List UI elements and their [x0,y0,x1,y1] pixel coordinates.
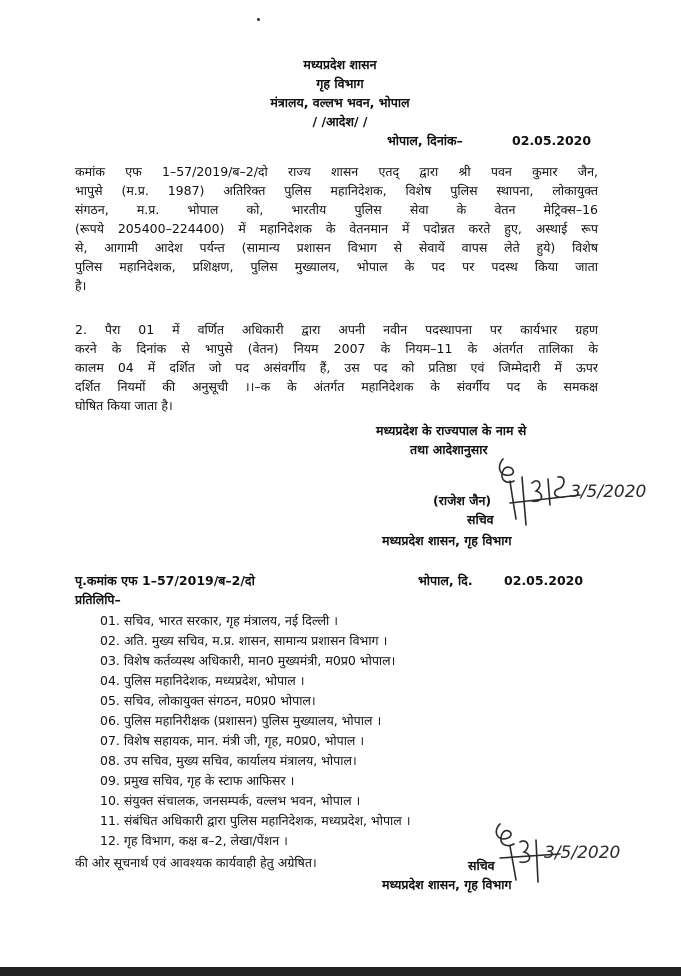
recipient-item: 10. संयुक्त संचालक, जनसम्पर्क, वल्लभ भवन, भोपाल । [100,793,361,808]
para1-line: संगठन, म.प्र. भोपाल को, भारतीय पुलिस सेवा के वेतन मेट्रिक्स–16 [75,202,598,217]
endorsement-ref: पृ.कमांक एफ 1–57/2019/ब–2/दो [75,573,255,588]
signatory2-department: मध्यप्रदेश शासन, गृह विभाग [382,877,512,892]
recipient-item: 04. पुलिस महानिदेशक, मध्यप्रदेश, भोपाल । [100,673,305,688]
recipient-item: 01. सचिव, भारत सरकार, गृह मंत्रालय, नई दिल्ली । [100,613,338,628]
signatory2-designation: सचिव [468,858,495,873]
header-department: गृह विभाग [316,76,364,91]
endorsement-place-label: भोपाल, दि. [418,573,473,588]
copy-to-label: प्रतिलिपि– [75,592,121,607]
header-order-title: / /आदेश/ / [312,114,368,129]
para1-line: भापुसे (म.प्र. 1987) अतिरिक्त पुलिस महानिदेशक, विशेष पुलिस स्थापना, लोकायुक्त [75,183,598,198]
endorsement-date: 02.05.2020 [504,573,584,588]
para2-line: कालम 04 में दर्शित जो पद असंवर्गीय हैं, उस पद को प्रतिष्ठा एवं जिम्मेदारी में ऊपर [75,360,598,375]
para1-line: है। [75,278,87,293]
recipient-item: 02. अति. मुख्य सचिव, म.प्र. शासन, सामान्य प्रशासन विभाग । [100,633,388,648]
para2-line: 2. पैरा 01 में वर्णित अधिकारी द्वारा अपनी नवीन पदस्थापना पर कार्यभार ग्रहण [75,322,598,337]
recipient-item: 11. संबंधित अधिकारी द्वारा पुलिस महानिदेशक, मध्यप्रदेश, भोपाल । [100,813,411,828]
recipient-item: 05. सचिव, लोकायुक्त संगठन, म0प्र0 भोपाल। [100,693,316,708]
para2-line: घोषित किया जाता है। [75,398,173,413]
signatory1-designation: सचिव [467,512,494,527]
signatory1-department: मध्यप्रदेश शासन, गृह विभाग [382,533,512,548]
signature-1-date: 3/5/2020 [570,482,647,502]
place-date-label: भोपाल, दिनांक– [387,133,463,148]
signature-2-date: 3/5/2020 [544,843,621,863]
recipient-item: 06. पुलिस महानिरीक्षक (प्रशासन) पुलिस मुख्यालय, भोपाल । [100,713,382,728]
header-government: मध्यप्रदेश शासन [303,57,377,72]
recipient-item: 03. विशेष कर्तव्यस्थ अधिकारी, मान0 मुख्यमंत्री, म0प्र0 भोपाल। [100,653,396,668]
signatory1-name: (राजेश जैन) [433,493,492,508]
header-address: मंत्रालय, वल्लभ भवन, भोपाल [270,95,410,110]
para2-line: करने के दिनांक से भापुसे (वेतन) नियम 2007 के नियम–11 के अंतर्गत तालिका के [75,341,598,356]
para2-line: दर्शित नियमों की अनुसूची ।।–क के अंतर्गत महानिदेशक के संवर्गीय पद के समकक्ष [75,379,598,394]
recipient-item: 12. गृह विभाग, कक्ष ब–2, लेखा/पेंशन । [100,833,288,848]
scan-speck [257,18,260,21]
closing-line: की ओर सूचनार्थ एवं आवश्यक कार्यवाही हेतु अग्रेषित। [75,855,317,870]
recipient-item: 09. प्रमुख सचिव, गृह के स्टाफ आफिसर । [100,773,295,788]
para1-line: से, आगामी आदेश पर्यन्त (सामान्य प्रशासन विभाग से सेवायें वापस लेते हुये) विशेष [75,240,598,255]
para1-line: कमांक एफ 1–57/2019/ब–2/दो राज्य शासन एतद् द्वारा श्री पवन कुमार जैन, [75,164,598,179]
para1-line: (रूपये 205400–224400) में महानिदेशक के वेतनमान में पदोन्नत करते हुए, अस्थाई रूप [75,221,598,236]
recipient-item: 08. उप सचिव, मुख्य सचिव, कार्यालय मंत्रालय, भोपाल। [100,753,357,768]
para1-line: पुलिस महानिदेशक, प्रशिक्षण, पुलिस मुख्यालय, भोपाल के पद पर पदस्थ किया जाता [75,259,598,274]
authority-line1: मध्यप्रदेश के राज्यपाल के नाम से [376,423,527,438]
scan-bottom-edge [0,967,681,976]
authority-line2: तथा आदेशानुसार [410,442,488,457]
order-date: 02.05.2020 [512,133,592,148]
recipient-item: 07. विशेष सहायक, मान. मंत्री जी, गृह, म0प्र0, भोपाल । [100,733,365,748]
